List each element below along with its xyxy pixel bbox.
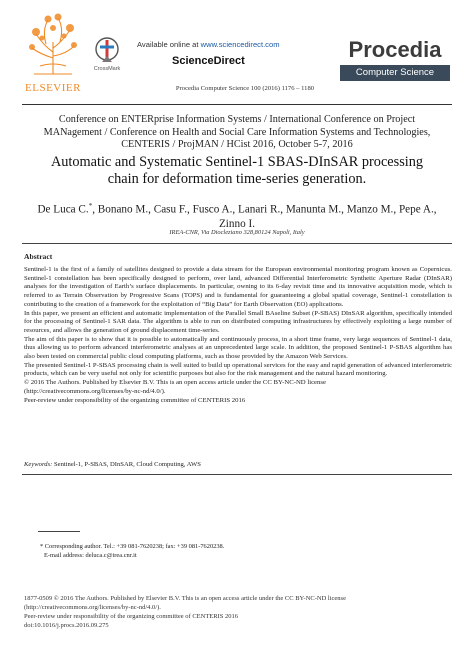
procedia-subtitle: Computer Science (355, 67, 435, 78)
conference-line: CENTERIS / ProjMAN / HCist 2016, October 5-7, 2016 (121, 139, 353, 150)
sciencedirect-link[interactable]: www.sciencedirect.com (200, 40, 280, 49)
publication-meta (24, 595, 454, 631)
copyright-line: © 2016 The Authors. Published by Elsevier B.V. This is an open access article under the CC BY-NC-ND license (24, 379, 326, 387)
peer-review-line: Peer-review under responsibility of the organizing committee of CENTERIS 2016 (24, 396, 246, 404)
header-divider (22, 104, 452, 105)
conference-info (40, 114, 434, 152)
abstract-divider (22, 474, 452, 475)
keywords-line (24, 461, 452, 468)
abstract-paragraph: The aim of this paper is to show that it is possible to automatically and continuously process, in a short time frame, very large sequences of Sentinel-1 data, thus allowing us to perform advanced interferometric analyses at an unprecedented large scale. In addition, the proposed Sentinel-1 P-SBAS algorithm has also been tested on commercial public cloud computing platforms, such as those provided by the Amazon Web Services. (24, 335, 452, 361)
footnote-rule (38, 531, 80, 532)
author-list (30, 199, 444, 231)
crossmark-icon[interactable] (94, 36, 120, 68)
sciencedirect-logo: ScienceDirect (172, 55, 245, 67)
license-link[interactable]: (http://creativecommons.org/licenses/by-nc-nd/4.0/). (24, 387, 166, 395)
other-authors: , Bonano M., Casu F., Fusco A., Lanari R., Manunta M., Manzo M., Pepe A., (92, 203, 437, 216)
affiliation: IREA-CNR, Via Diocleziano 328,80124 Napoli, Italy (169, 229, 305, 236)
authors-line: Zinno I. (218, 217, 256, 230)
license-link[interactable]: (http://creativecommons.org/licenses/by-nc-nd/4.0/). (24, 603, 161, 611)
conference-line: Conference on ENTERprise Information Systems / International Conference on Project (58, 114, 416, 125)
doi-line[interactable]: doi:10.1016/j.procs.2016.09.275 (24, 621, 109, 629)
elsevier-tree-logo (22, 8, 84, 78)
footnote-contact: * Corresponding author. Tel.: +39 081-7620238; fax: +39 081-7620238. (40, 543, 225, 550)
abstract-body (24, 266, 452, 405)
abstract-paragraph: In this paper, we present an efficient and automatic implementation of the Parallel Small BAseline Subset (P-SBAS) DInSAR algorithm, specifically intended for the processing of Sentinel-1 SAR data. The algorithm is able to run on distributed computing infrastructures by effectively exploiting a large number of resources, and allows the generation of ground displacement time-series. (24, 309, 452, 334)
available-online-line (137, 40, 280, 49)
article-header (0, 0, 474, 96)
abstract-paragraph: Sentinel-1 is the first of a family of satellites designed to provide a data stream for the European environmental monitoring program known as Copernicus. Sentinel-1 constellation has been specifically designed to perform, over land, advanced Differential Interferometric Synthetic Aperture Radar (DInSAR) analyses for the investigation of Earth’s surface displacements. In particular, owning to its 6-day revisit time and its innovative acquisition mode, which is referred to as Terrain Observation by Progressive Scans (TOPS) and is fundamental for guaranteeing a global spatial coverage, Sentinel-1 constellation is contributing to the creation of a framework for the exploitation of “Big Data” for Earth Observation (EO) applications. (24, 266, 452, 308)
corresponding-author-mark: * (88, 202, 93, 210)
abstract-heading: Abstract (24, 252, 53, 261)
issn-copyright-line: 1877-0509 © 2016 The Authors. Published by Elsevier B.V. This is an open access article under the CC BY-NC-ND license (24, 595, 346, 602)
procedia-wordmark: Procedia (348, 37, 442, 62)
corresponding-author-footnote (40, 542, 440, 560)
authors-line (30, 199, 444, 217)
procedia-logo (340, 37, 450, 82)
keywords-label: Keywords: (24, 461, 53, 468)
conference-line: MANagement / Conference on Health and Social Care Information Systems and Technologies, (43, 126, 431, 138)
abstract-paragraph: The presented Sentinel-1 P-SBAS processing chain is well suited to build up operational services for the easy and rapid generation of advanced interferometric products, which can be very useful not only for scientific purposes but also for the risk management and the natural hazard monitoring. (24, 361, 452, 378)
footnote-email[interactable]: E-mail address: deluca.c@irea.cnr.it (44, 552, 137, 559)
crossmark-label: CrossMark (93, 66, 121, 72)
title-line: Automatic and Systematic Sentinel-1 SBAS-DInSAR processing (50, 154, 424, 170)
first-author: De Luca C. (37, 203, 89, 216)
title-divider (22, 243, 452, 244)
journal-citation-line: Procedia Computer Science 100 (2016) 1176 – 1180 (175, 85, 315, 92)
peer-review-line: Peer-review under responsibility of the organizing committee of CENTERIS 2016 (24, 612, 239, 620)
elsevier-wordmark: ELSEVIER (25, 82, 81, 94)
title-line: chain for deformation time-series generation. (107, 171, 367, 187)
paper-title (30, 154, 444, 188)
keywords-list: Sentinel-1, P-SBAS, DInSAR, Cloud Computing, AWS (52, 461, 201, 468)
available-online-prefix: Available online at (137, 40, 201, 49)
